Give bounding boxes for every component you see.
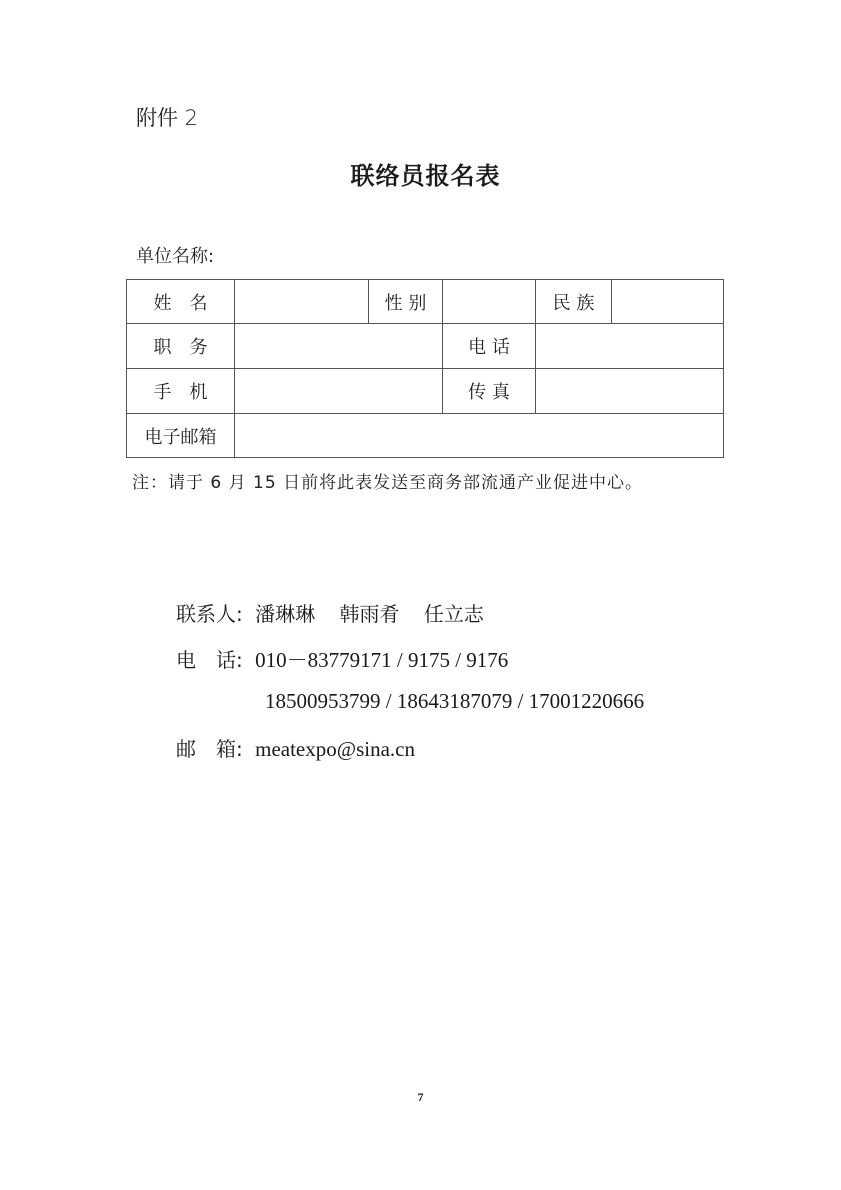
- contact-phone-value: 010－83779171 / 9175 / 9176: [255, 648, 509, 672]
- contact-email-line: [176, 733, 415, 762]
- page-title: [0, 156, 841, 191]
- email-label: 电子邮箱: [144, 426, 217, 448]
- position-field[interactable]: [235, 324, 442, 368]
- contact-people-label: 联系人:: [176, 602, 243, 626]
- contact-person: 潘琳琳: [255, 602, 316, 626]
- gender-label: 性 别: [384, 292, 427, 314]
- contact-phone-label: 电 话:: [176, 648, 243, 672]
- contact-phone-line: [176, 644, 508, 674]
- telephone-field[interactable]: [536, 324, 723, 368]
- fax-field[interactable]: [536, 369, 723, 413]
- name-label: 姓 名: [153, 292, 208, 314]
- mobile-field[interactable]: [235, 369, 442, 413]
- gender-field[interactable]: [443, 280, 535, 323]
- name-field[interactable]: [235, 280, 368, 323]
- ethnicity-label: 民 族: [552, 292, 595, 314]
- attachment-label: 附件 2: [136, 106, 199, 130]
- email-field[interactable]: [235, 414, 723, 457]
- contact-mobile-line: [265, 689, 644, 714]
- contact-email-label: 邮 箱:: [176, 737, 243, 761]
- contact-mobile-value: 18500953799 / 18643187079 / 17001220666: [265, 689, 645, 713]
- mobile-label: 手 机: [153, 382, 208, 403]
- contact-people-line: [176, 598, 484, 627]
- page-number: 7: [417, 1090, 424, 1104]
- ethnicity-field[interactable]: [612, 280, 723, 323]
- unit-name-label: 单位名称:: [136, 246, 215, 267]
- title-text: 联络员报名表: [350, 162, 501, 190]
- contact-person: 任立志: [423, 602, 484, 626]
- telephone-label: 电 话: [468, 337, 510, 358]
- contact-email-value[interactable]: meatexpo@sina.cn: [255, 737, 415, 761]
- registration-table: [126, 279, 724, 458]
- fax-label: 传 真: [468, 382, 510, 403]
- submission-note: 注：请于 6 月 15 日前将此表发送至商务部流通产业促进中心。: [132, 473, 644, 493]
- position-label: 职 务: [153, 337, 208, 358]
- contact-person: 韩雨肴: [339, 602, 400, 626]
